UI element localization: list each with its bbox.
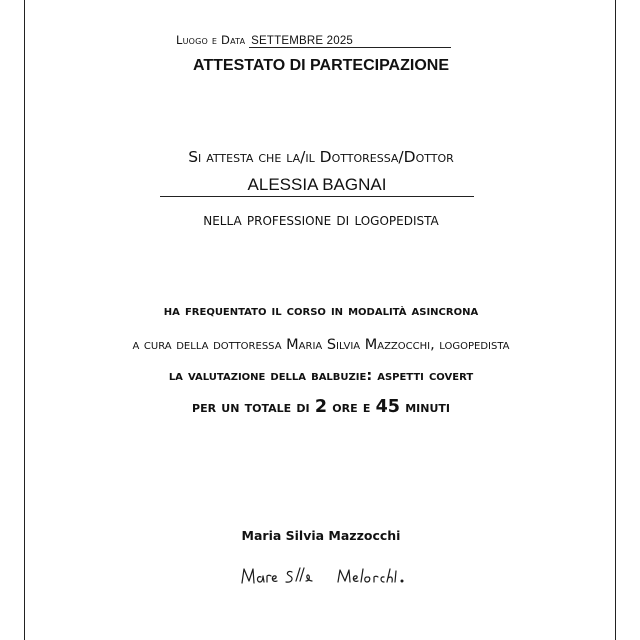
handwritten-signature <box>230 561 420 595</box>
duration-hours-unit: ore e <box>332 398 371 416</box>
duration-hours: 2 <box>314 397 328 417</box>
duration-minutes-unit: minuti <box>405 398 450 416</box>
curated-by-line: a cura della dottoressa Maria Silvia Mazzocchi, logopedista <box>132 337 510 353</box>
course-title: la valutazione della balbuzie: aspetti covert <box>168 368 474 384</box>
duration-prefix: per un totale di <box>192 398 310 416</box>
certificate-page <box>24 0 616 640</box>
profession-line: nella professione di logopedista <box>203 210 439 229</box>
duration-line <box>25 397 617 417</box>
signer-name: Maria Silvia Mazzocchi <box>241 528 401 543</box>
attest-line: Si attesta che la/il Dottoressa/Dottor <box>188 148 454 166</box>
participant-name-field <box>160 172 474 197</box>
duration-minutes: 45 <box>375 397 400 417</box>
date-field: SETTEMBRE 2025 <box>249 35 451 48</box>
participant-name: ALESSIA BAGNAI <box>247 175 387 194</box>
place-date-line <box>176 33 451 48</box>
place-date-label: Luogo e Data <box>176 33 246 47</box>
course-mode-line: ha frequentato il corso in modalità asincrona <box>163 303 479 319</box>
certificate-title: ATTESTATO DI PARTECIPAZIONE <box>193 57 449 74</box>
